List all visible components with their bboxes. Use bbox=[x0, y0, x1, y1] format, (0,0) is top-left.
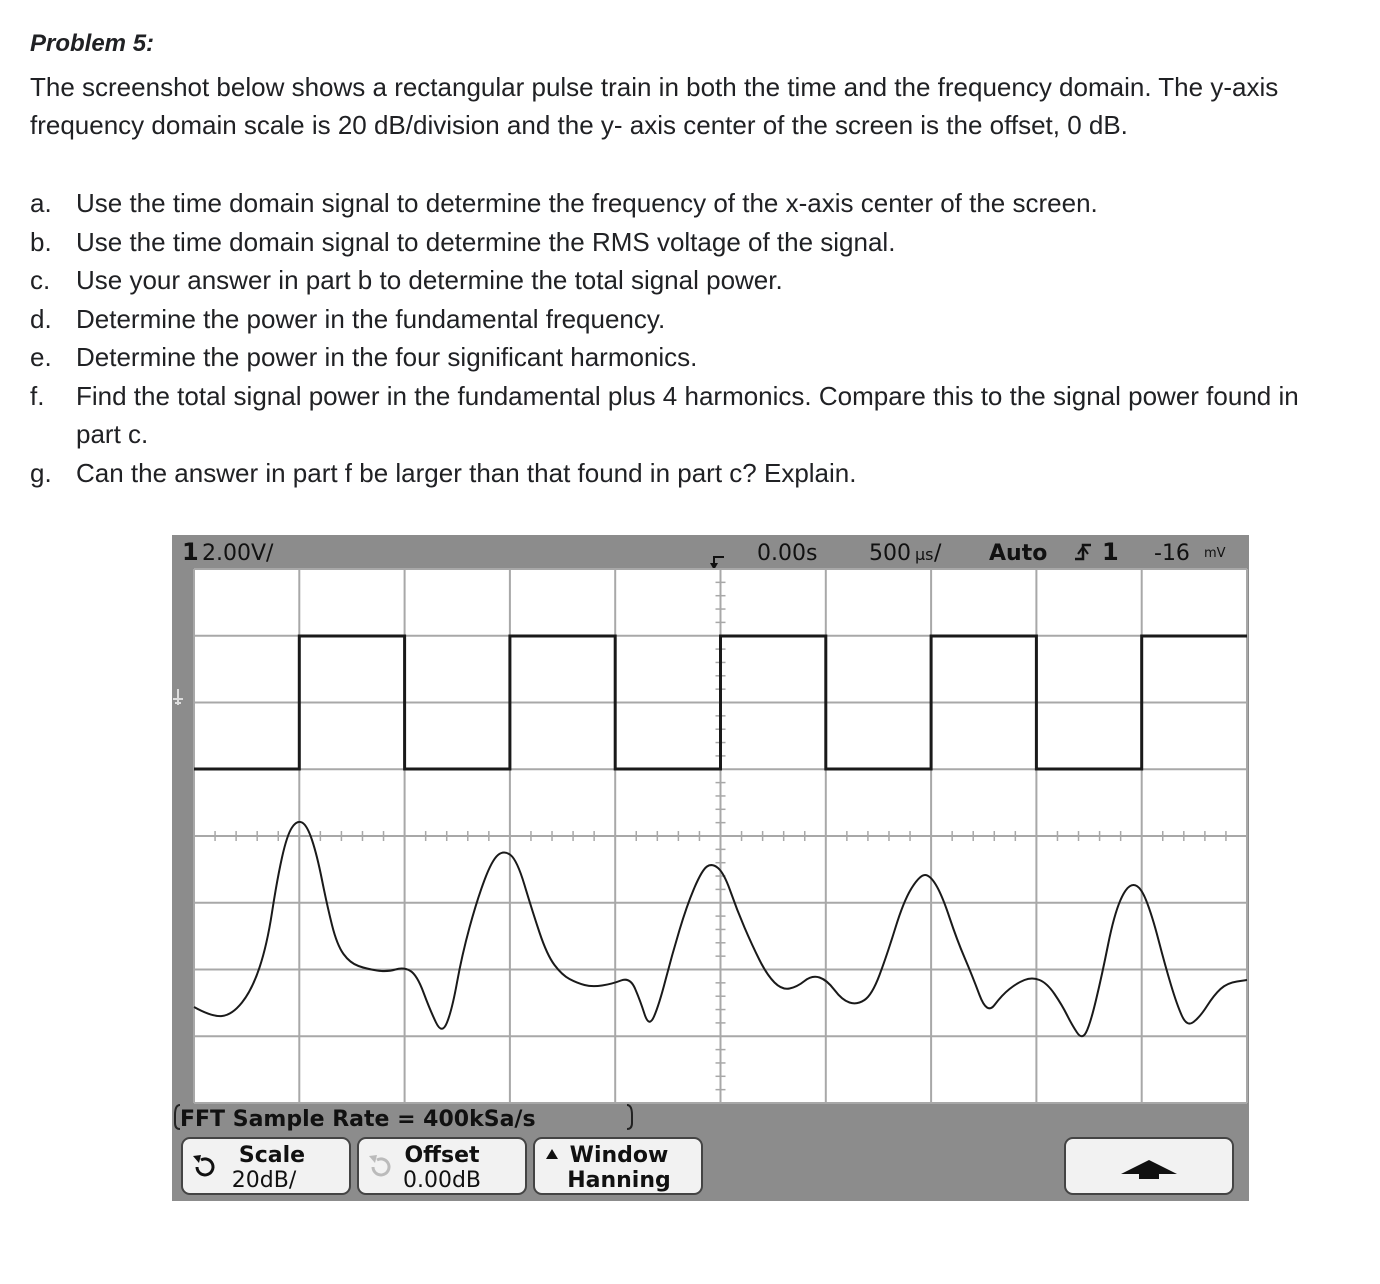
problem-title: Problem 5: bbox=[30, 30, 155, 57]
up-menu-softkey[interactable] bbox=[1065, 1138, 1233, 1194]
volts-per-div: 2.00V/ bbox=[202, 541, 274, 566]
time-position: 0.00s bbox=[757, 541, 818, 566]
question-text: Determine the power in the fundamental frequency. bbox=[76, 303, 666, 334]
channel-number: 1 bbox=[182, 538, 199, 566]
fft-sample-rate-label: FFT Sample Rate = 400kSa/s bbox=[180, 1107, 536, 1132]
question-text: Use the time domain signal to determine the frequency of the x-axis center of the screen. bbox=[76, 188, 1098, 218]
oscilloscope-screenshot bbox=[172, 535, 1249, 1201]
offset-softkey-value: 0.00dB bbox=[402, 1168, 482, 1193]
problem-intro: The screenshot below shows a rectangular pulse train in both the time and the frequency domain. The y-axis frequency domain scale is 20 dB/division and the y- axis center of the screen is the offset, 0 dB. bbox=[30, 72, 1279, 140]
trigger-mode: Auto bbox=[989, 541, 1048, 566]
window-softkey-label: Window bbox=[569, 1143, 669, 1168]
question-item bbox=[30, 377, 1350, 454]
trigger-level: -16 bbox=[1154, 541, 1190, 566]
question-label: c. bbox=[30, 265, 51, 295]
question-list bbox=[30, 184, 1350, 492]
window-softkey-value: Hanning bbox=[567, 1168, 671, 1193]
offset-softkey[interactable] bbox=[358, 1138, 526, 1194]
question-text: Determine the power in the four significant harmonics. bbox=[76, 342, 698, 372]
question-text: Find the total signal power in the fundamental plus 4 harmonics. Compare this to the signal power found in part c. bbox=[76, 380, 1299, 449]
offset-softkey-label: Offset bbox=[404, 1143, 480, 1168]
question-label: e. bbox=[30, 342, 52, 372]
question-label: f. bbox=[30, 380, 45, 411]
question-item bbox=[30, 300, 1350, 339]
question-label: b. bbox=[30, 226, 52, 257]
time-per-div-unit: µs bbox=[915, 545, 934, 564]
question-label: a. bbox=[30, 188, 52, 218]
question-text: Use the time domain signal to determine the RMS voltage of the signal. bbox=[76, 226, 896, 257]
time-per-div-slash: / bbox=[934, 541, 942, 566]
question-item bbox=[30, 223, 1350, 262]
window-softkey[interactable] bbox=[534, 1138, 702, 1194]
scale-softkey-value: 20dB/ bbox=[231, 1168, 297, 1193]
question-text: Use your answer in part b to determine the total signal power. bbox=[76, 265, 783, 295]
scale-softkey-label: Scale bbox=[238, 1143, 306, 1168]
question-item bbox=[30, 338, 1350, 377]
time-per-div-value: 500 bbox=[869, 541, 911, 566]
ground-marker-icon bbox=[173, 689, 183, 705]
question-label: g. bbox=[30, 457, 52, 488]
scale-softkey[interactable] bbox=[182, 1138, 350, 1194]
question-text: Can the answer in part f be larger than that found in part c? Explain. bbox=[76, 457, 857, 488]
question-label: d. bbox=[30, 303, 52, 334]
trigger-source: 1 bbox=[1102, 538, 1119, 566]
question-item bbox=[30, 184, 1350, 223]
trigger-level-unit: mV bbox=[1204, 546, 1226, 561]
oscilloscope-display bbox=[172, 535, 1249, 1201]
question-item bbox=[30, 454, 1350, 493]
question-item bbox=[30, 261, 1350, 300]
